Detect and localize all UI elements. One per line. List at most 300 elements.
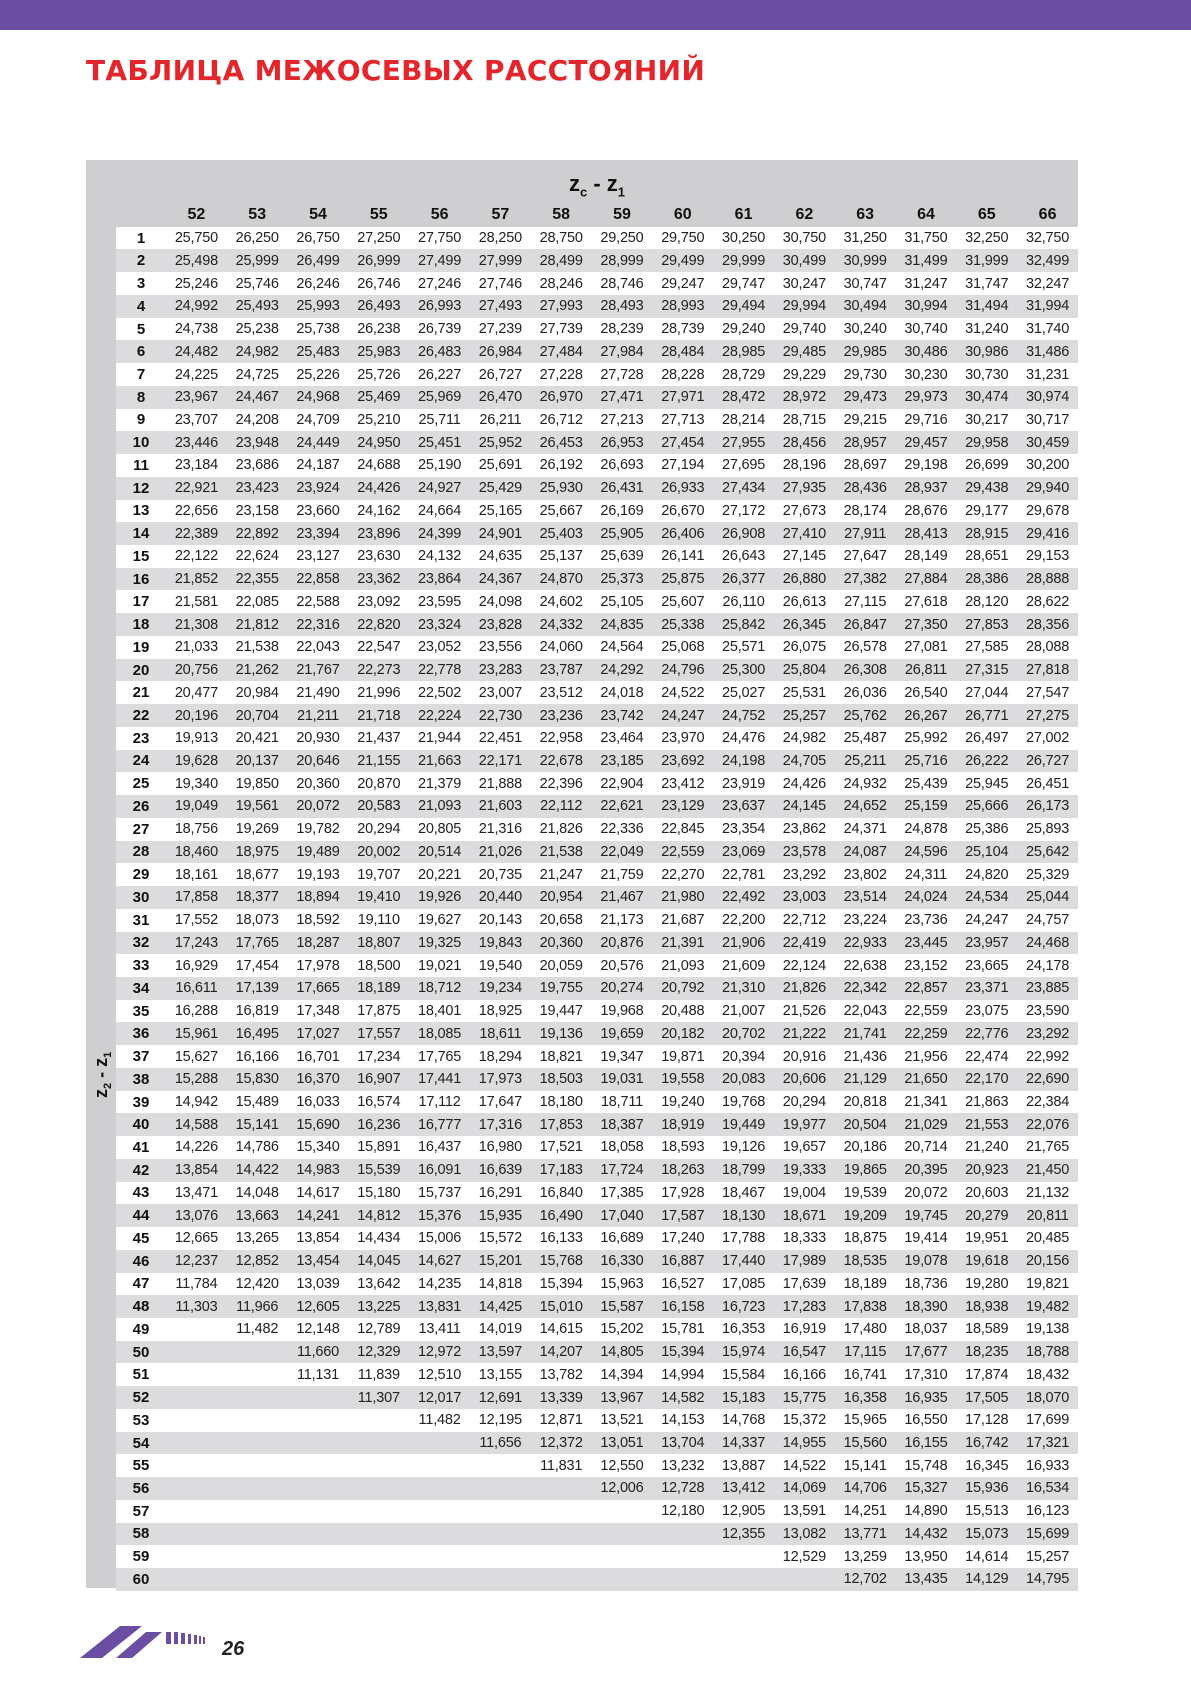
brand-logo-icon [80, 1618, 230, 1660]
table-row [116, 1295, 1078, 1318]
table-cell: 20,294 [774, 1091, 835, 1114]
table-cell: 14,048 [227, 1182, 288, 1205]
table-cell: 25,930 [531, 477, 592, 500]
table-cell: 30,230 [896, 363, 957, 386]
table-cell: 15,183 [713, 1386, 774, 1409]
table-cell: 24,225 [166, 363, 227, 386]
table-cell: 13,339 [531, 1386, 592, 1409]
table-cell: 14,615 [531, 1318, 592, 1341]
table-cell: 26,712 [531, 409, 592, 432]
table-cell: 16,437 [409, 1136, 470, 1159]
table-cell: 22,043 [288, 636, 349, 659]
table-row [116, 363, 1078, 386]
table-cell: 29,473 [835, 386, 896, 409]
table-cell: 17,128 [956, 1409, 1017, 1432]
table-cell: 11,482 [409, 1409, 470, 1432]
table-cell: 27,213 [592, 409, 653, 432]
table-cell: 20,702 [713, 1022, 774, 1045]
table-cell: 20,440 [470, 886, 531, 909]
table-cell: 11,966 [227, 1295, 288, 1318]
table-cell: 28,196 [774, 454, 835, 477]
table-cell: 22,043 [835, 1000, 896, 1023]
table-cell: 19,561 [227, 795, 288, 818]
row-header: 7 [116, 363, 166, 386]
row-header: 19 [116, 636, 166, 659]
table-cell: 20,714 [896, 1136, 957, 1159]
table-cell: 16,919 [774, 1318, 835, 1341]
table-cell: 16,689 [592, 1227, 653, 1250]
table-cell [592, 1545, 653, 1568]
table-cell: 21,173 [592, 909, 653, 932]
table-cell: 22,730 [470, 704, 531, 727]
table-cell: 31,247 [896, 272, 957, 295]
table-cell: 14,983 [288, 1159, 349, 1182]
table-cell: 14,226 [166, 1136, 227, 1159]
table-cell: 17,552 [166, 909, 227, 932]
table-cell: 13,232 [652, 1454, 713, 1477]
row-header: 26 [116, 795, 166, 818]
table-cell: 15,775 [774, 1386, 835, 1409]
table-row [116, 1523, 1078, 1546]
table-cell: 25,804 [774, 659, 835, 682]
table-cell: 27,853 [956, 613, 1017, 636]
table-cell: 25,711 [409, 409, 470, 432]
table-cell: 25,439 [896, 772, 957, 795]
table-cell: 23,292 [774, 863, 835, 886]
table-cell: 21,308 [166, 613, 227, 636]
table-cell: 15,141 [227, 1113, 288, 1136]
table-cell: 28,888 [1017, 568, 1078, 591]
table-cell: 16,574 [348, 1091, 409, 1114]
table-cell [227, 1363, 288, 1386]
table-cell: 23,283 [470, 659, 531, 682]
table-cell: 23,158 [227, 500, 288, 523]
table-cell: 23,423 [227, 477, 288, 500]
row-header: 14 [116, 522, 166, 545]
table-cell: 20,930 [288, 727, 349, 750]
table-cell: 27,454 [652, 431, 713, 454]
table-cell: 23,590 [1017, 1000, 1078, 1023]
table-cell: 16,133 [531, 1227, 592, 1250]
table-cell: 17,240 [652, 1227, 713, 1250]
table-cell: 17,505 [956, 1386, 1017, 1409]
table-cell: 19,447 [531, 1000, 592, 1023]
table-cell: 18,070 [1017, 1386, 1078, 1409]
table-cell: 26,497 [956, 727, 1017, 750]
table-cell: 18,235 [956, 1341, 1017, 1364]
table-cell: 24,178 [1017, 954, 1078, 977]
table-cell: 25,210 [348, 409, 409, 432]
table-cell: 23,446 [166, 431, 227, 454]
distance-grid [116, 204, 1078, 1591]
table-row [116, 727, 1078, 750]
table-cell: 15,627 [166, 1045, 227, 1068]
table-cell: 28,750 [531, 227, 592, 250]
table-row [116, 431, 1078, 454]
table-cell: 16,236 [348, 1113, 409, 1136]
table-cell: 25,983 [348, 340, 409, 363]
table-cell: 25,226 [288, 363, 349, 386]
table-cell: 21,132 [1017, 1182, 1078, 1205]
table-cell: 28,622 [1017, 590, 1078, 613]
table-cell: 26,727 [1017, 750, 1078, 773]
table-cell: 25,842 [713, 613, 774, 636]
table-cell: 15,936 [956, 1477, 1017, 1500]
table-cell: 29,416 [1017, 522, 1078, 545]
table-cell: 16,980 [470, 1136, 531, 1159]
table-cell: 24,927 [409, 477, 470, 500]
table-cell: 24,482 [166, 340, 227, 363]
row-axis-z2: z [91, 1089, 111, 1098]
table-cell: 23,637 [713, 795, 774, 818]
table-cell: 26,169 [592, 500, 653, 523]
table-cell: 16,887 [652, 1250, 713, 1273]
table-cell: 25,403 [531, 522, 592, 545]
table-cell: 24,688 [348, 454, 409, 477]
table-cell: 13,076 [166, 1204, 227, 1227]
table-cell: 15,768 [531, 1250, 592, 1273]
table-cell: 30,200 [1017, 454, 1078, 477]
table-cell: 19,138 [1017, 1318, 1078, 1341]
table-cell: 21,033 [166, 636, 227, 659]
table-row [116, 1568, 1078, 1591]
table-cell: 21,765 [1017, 1136, 1078, 1159]
table-cell: 19,136 [531, 1022, 592, 1045]
table-cell [227, 1568, 288, 1591]
table-cell: 21,767 [288, 659, 349, 682]
table-cell [348, 1545, 409, 1568]
table-cell: 19,240 [652, 1091, 713, 1114]
table-cell: 13,435 [896, 1568, 957, 1591]
table-row [116, 681, 1078, 704]
table-cell: 29,750 [652, 227, 713, 250]
table-cell: 25,893 [1017, 818, 1078, 841]
table-row [116, 318, 1078, 341]
table-cell: 25,666 [956, 795, 1017, 818]
table-cell: 19,031 [592, 1068, 653, 1091]
table-cell: 22,085 [227, 590, 288, 613]
row-header: 58 [116, 1523, 166, 1546]
table-cell: 24,371 [835, 818, 896, 841]
table-cell: 16,527 [652, 1273, 713, 1296]
table-cell: 25,429 [470, 477, 531, 500]
row-header: 59 [116, 1545, 166, 1568]
table-cell: 20,954 [531, 886, 592, 909]
table-cell: 21,240 [956, 1136, 1017, 1159]
table-cell: 16,777 [409, 1113, 470, 1136]
table-cell: 23,224 [835, 909, 896, 932]
table-cell: 24,098 [470, 590, 531, 613]
table-cell: 23,924 [288, 477, 349, 500]
table-cell: 11,303 [166, 1295, 227, 1318]
table-cell: 14,786 [227, 1136, 288, 1159]
table-cell: 20,143 [470, 909, 531, 932]
table-cell: 24,968 [288, 386, 349, 409]
table-cell: 21,391 [652, 932, 713, 955]
table-cell: 24,311 [896, 863, 957, 886]
table-cell: 25,257 [774, 704, 835, 727]
table-cell: 25,493 [227, 295, 288, 318]
table-cell: 13,265 [227, 1227, 288, 1250]
row-header: 3 [116, 272, 166, 295]
table-cell: 26,141 [652, 545, 713, 568]
table-cell: 21,826 [774, 977, 835, 1000]
table-cell [166, 1545, 227, 1568]
table-cell: 13,950 [896, 1545, 957, 1568]
table-cell: 18,712 [409, 977, 470, 1000]
table-cell: 18,130 [713, 1204, 774, 1227]
table-cell: 24,468 [1017, 932, 1078, 955]
table-cell [409, 1500, 470, 1523]
column-header: 52 [166, 204, 227, 227]
row-axis-label [86, 1040, 114, 1100]
table-cell: 12,372 [531, 1432, 592, 1455]
table-cell: 20,002 [348, 841, 409, 864]
page-title: ТАБЛИЦА МЕЖОСЕВЫХ РАССТОЯНИЙ [86, 54, 706, 87]
table-cell: 28,386 [956, 568, 1017, 591]
table-row [116, 1000, 1078, 1023]
table-row [116, 1204, 1078, 1227]
table-cell: 19,489 [288, 841, 349, 864]
table-cell [166, 1454, 227, 1477]
table-cell: 26,308 [835, 659, 896, 682]
table-cell: 24,522 [652, 681, 713, 704]
table-cell: 23,129 [652, 795, 713, 818]
table-row [116, 750, 1078, 773]
row-header: 10 [116, 431, 166, 454]
table-cell: 15,073 [956, 1523, 1017, 1546]
table-cell: 28,413 [896, 522, 957, 545]
table-cell [531, 1523, 592, 1546]
table-cell: 18,161 [166, 863, 227, 886]
table-cell: 15,748 [896, 1454, 957, 1477]
table-cell: 22,588 [288, 590, 349, 613]
row-axis-separator: - [91, 1066, 111, 1083]
column-header: 55 [348, 204, 409, 227]
table-cell: 20,083 [713, 1068, 774, 1091]
table-cell: 23,957 [956, 932, 1017, 955]
table-cell: 17,978 [288, 954, 349, 977]
table-cell: 25,105 [592, 590, 653, 613]
table-cell: 21,888 [470, 772, 531, 795]
table-cell: 29,958 [956, 431, 1017, 454]
table-cell: 15,974 [713, 1341, 774, 1364]
table-row [116, 841, 1078, 864]
table-cell: 21,956 [896, 1045, 957, 1068]
table-row [116, 772, 1078, 795]
table-cell: 17,853 [531, 1113, 592, 1136]
table-cell: 26,984 [470, 340, 531, 363]
table-cell [166, 1523, 227, 1546]
table-row [116, 500, 1078, 523]
table-cell: 13,051 [592, 1432, 653, 1455]
row-header: 50 [116, 1341, 166, 1364]
table-row [116, 659, 1078, 682]
table-cell: 27,993 [531, 295, 592, 318]
table-cell: 19,951 [956, 1227, 1017, 1250]
table-cell: 22,342 [835, 977, 896, 1000]
table-cell: 25,300 [713, 659, 774, 682]
table-cell: 12,329 [348, 1341, 409, 1364]
table-cell: 24,664 [409, 500, 470, 523]
table-cell: 20,059 [531, 954, 592, 977]
table-cell: 27,884 [896, 568, 957, 591]
table-row [116, 1273, 1078, 1296]
table-cell: 20,514 [409, 841, 470, 864]
row-header: 6 [116, 340, 166, 363]
table-row [116, 1022, 1078, 1045]
table-cell: 18,180 [531, 1091, 592, 1114]
table-cell: 27,999 [470, 249, 531, 272]
table-cell: 31,250 [835, 227, 896, 250]
table-cell: 13,854 [166, 1159, 227, 1182]
row-header: 31 [116, 909, 166, 932]
table-cell: 30,247 [774, 272, 835, 295]
table-cell [470, 1454, 531, 1477]
table-cell: 27,410 [774, 522, 835, 545]
table-cell: 15,489 [227, 1091, 288, 1114]
table-cell: 23,578 [774, 841, 835, 864]
table-row [116, 1386, 1078, 1409]
table-cell: 13,771 [835, 1523, 896, 1546]
table-cell: 30,494 [835, 295, 896, 318]
column-header: 57 [470, 204, 531, 227]
table-cell: 17,765 [409, 1045, 470, 1068]
table-cell [409, 1432, 470, 1455]
table-cell: 23,445 [896, 932, 957, 955]
table-cell: 18,756 [166, 818, 227, 841]
table-cell: 12,702 [835, 1568, 896, 1591]
table-cell: 15,141 [835, 1454, 896, 1477]
table-cell: 26,693 [592, 454, 653, 477]
table-cell: 15,257 [1017, 1545, 1078, 1568]
table-cell: 21,944 [409, 727, 470, 750]
table-row [116, 227, 1078, 250]
table-cell: 21,341 [896, 1091, 957, 1114]
table-cell: 19,234 [470, 977, 531, 1000]
table-cell: 17,858 [166, 886, 227, 909]
table-cell: 28,246 [531, 272, 592, 295]
table-cell: 14,425 [470, 1295, 531, 1318]
table-cell: 31,750 [896, 227, 957, 250]
table-cell: 31,486 [1017, 340, 1078, 363]
table-cell: 18,377 [227, 886, 288, 909]
table-cell: 27,172 [713, 500, 774, 523]
row-header: 4 [116, 295, 166, 318]
row-header: 36 [116, 1022, 166, 1045]
table-cell: 16,495 [227, 1022, 288, 1045]
table-cell: 22,259 [896, 1022, 957, 1045]
table-cell: 29,494 [713, 295, 774, 318]
table-cell [409, 1477, 470, 1500]
table-cell: 14,614 [956, 1545, 1017, 1568]
table-cell: 14,627 [409, 1250, 470, 1273]
table-cell: 21,490 [288, 681, 349, 704]
table-cell: 15,699 [1017, 1523, 1078, 1546]
table-cell: 11,131 [288, 1363, 349, 1386]
table-cell: 19,540 [470, 954, 531, 977]
table-row [116, 1113, 1078, 1136]
table-cell [166, 1409, 227, 1432]
table-cell: 30,459 [1017, 431, 1078, 454]
table-cell: 19,347 [592, 1045, 653, 1068]
column-header: 53 [227, 204, 288, 227]
table-cell: 18,263 [652, 1159, 713, 1182]
table-row [116, 568, 1078, 591]
table-cell: 20,360 [531, 932, 592, 955]
table-cell: 20,984 [227, 681, 288, 704]
table-cell: 19,768 [713, 1091, 774, 1114]
table-cell: 11,839 [348, 1363, 409, 1386]
table-cell: 24,292 [592, 659, 653, 682]
table-cell [166, 1500, 227, 1523]
table-cell: 15,376 [409, 1204, 470, 1227]
table-cell: 28,120 [956, 590, 1017, 613]
table-cell: 17,765 [227, 932, 288, 955]
table-cell [409, 1568, 470, 1591]
table-cell [470, 1477, 531, 1500]
table-cell: 24,982 [227, 340, 288, 363]
table-cell: 29,740 [774, 318, 835, 341]
table-cell: 13,782 [531, 1363, 592, 1386]
table-cell: 19,659 [592, 1022, 653, 1045]
table-cell: 25,451 [409, 431, 470, 454]
table-cell: 28,985 [713, 340, 774, 363]
row-header: 53 [116, 1409, 166, 1432]
table-cell: 25,483 [288, 340, 349, 363]
table-cell: 21,129 [835, 1068, 896, 1091]
table-cell: 12,852 [227, 1250, 288, 1273]
column-header: 56 [409, 204, 470, 227]
table-cell: 27,228 [531, 363, 592, 386]
table-cell: 16,534 [1017, 1477, 1078, 1500]
table-cell: 14,522 [774, 1454, 835, 1477]
table-cell: 22,474 [956, 1045, 1017, 1068]
table-cell: 21,663 [409, 750, 470, 773]
table-cell: 32,750 [1017, 227, 1078, 250]
table-cell: 14,582 [652, 1386, 713, 1409]
table-cell: 18,387 [592, 1113, 653, 1136]
table-cell: 16,701 [288, 1045, 349, 1068]
table-cell: 29,250 [592, 227, 653, 250]
table-cell: 22,124 [774, 954, 835, 977]
table-cell: 17,874 [956, 1363, 1017, 1386]
table-cell: 26,499 [288, 249, 349, 272]
table-cell: 13,704 [652, 1432, 713, 1455]
table-cell: 24,426 [774, 772, 835, 795]
table-cell: 20,606 [774, 1068, 835, 1091]
table-cell: 19,843 [470, 932, 531, 955]
table-cell: 22,621 [592, 795, 653, 818]
table-cell: 12,789 [348, 1318, 409, 1341]
table-cell: 20,072 [896, 1182, 957, 1205]
table-cell: 14,768 [713, 1409, 774, 1432]
column-header: 59 [592, 204, 653, 227]
table-cell: 17,521 [531, 1136, 592, 1159]
table-cell: 21,526 [774, 1000, 835, 1023]
table-cell: 20,756 [166, 659, 227, 682]
table-cell: 17,234 [348, 1045, 409, 1068]
table-cell: 13,454 [288, 1250, 349, 1273]
table-cell: 27,499 [409, 249, 470, 272]
table-cell: 20,916 [774, 1045, 835, 1068]
table-cell: 27,750 [409, 227, 470, 250]
table-cell: 20,583 [348, 795, 409, 818]
table-cell: 20,658 [531, 909, 592, 932]
table-cell: 17,480 [835, 1318, 896, 1341]
table-cell: 20,221 [409, 863, 470, 886]
table-cell: 22,992 [1017, 1045, 1078, 1068]
